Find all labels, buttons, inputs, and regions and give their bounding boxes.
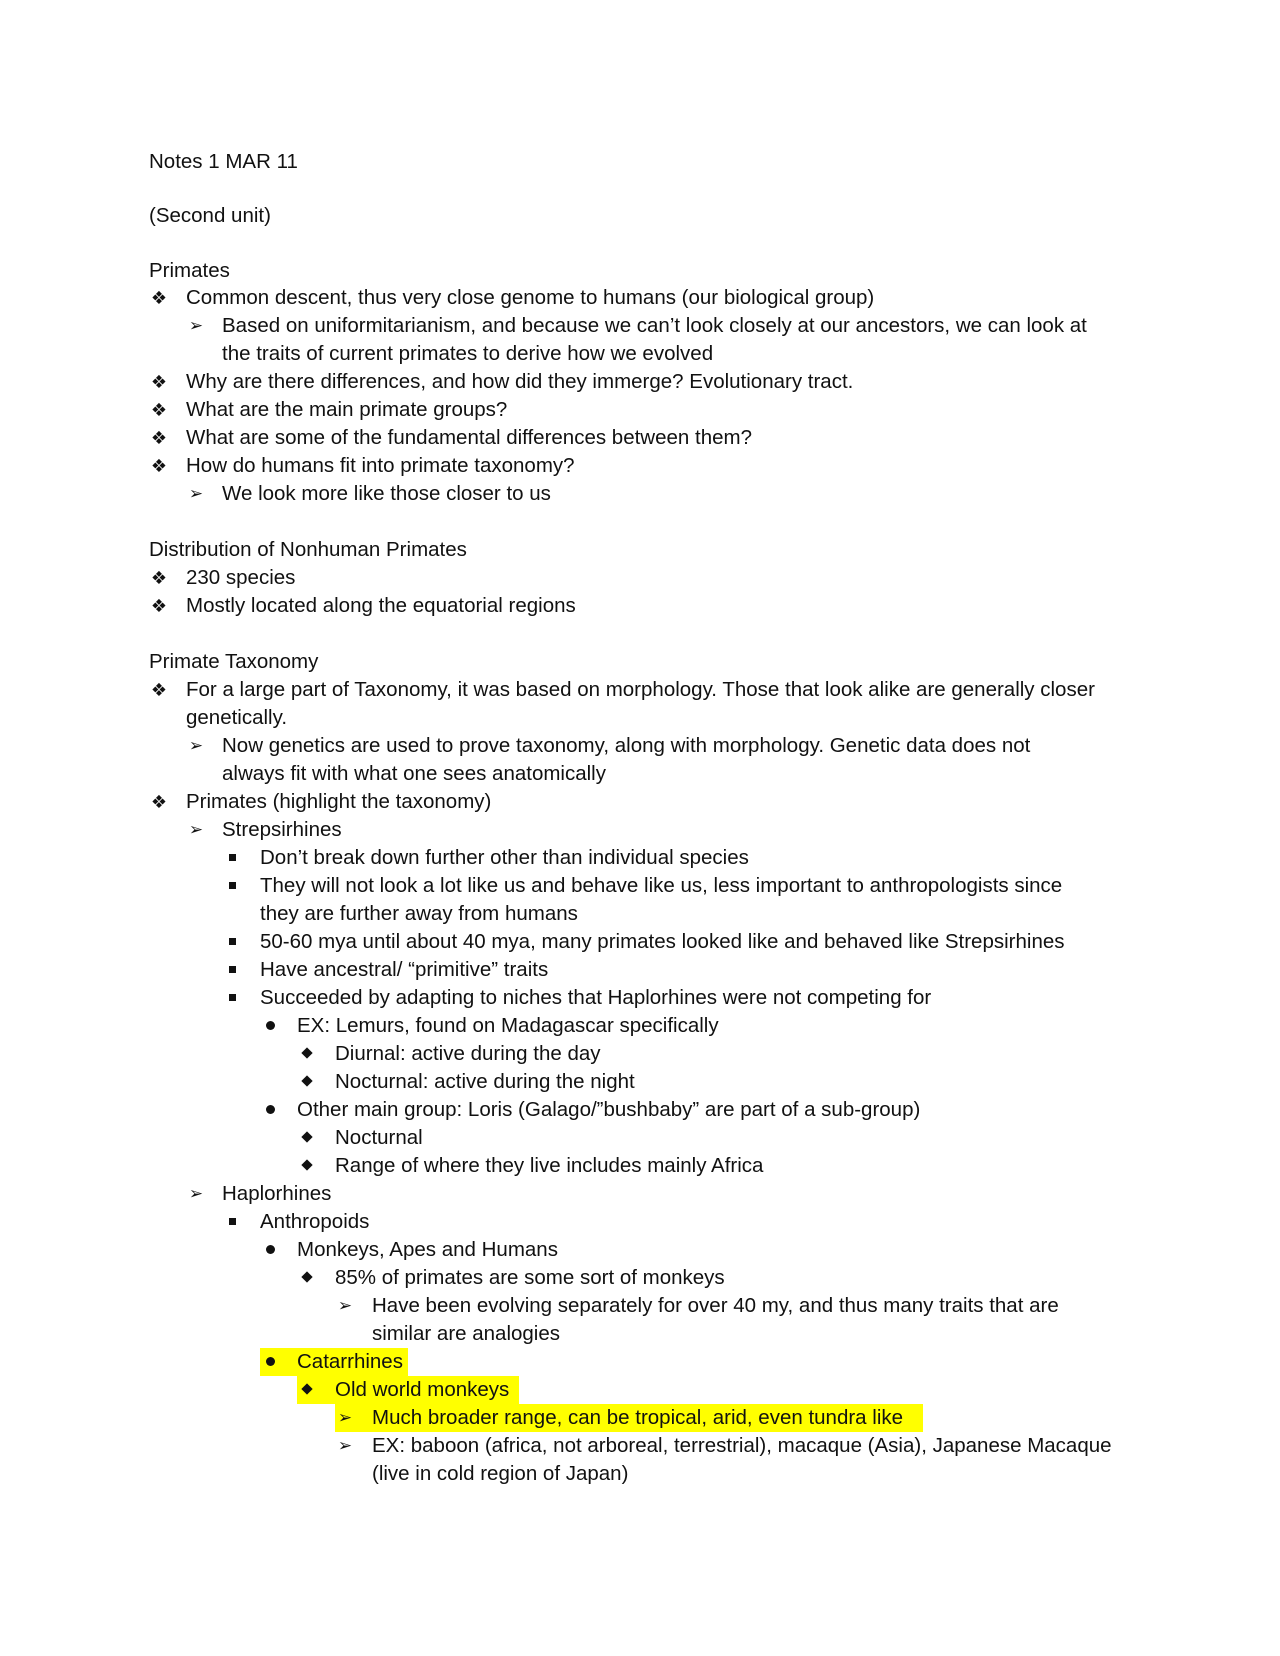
list-item: We look more like those closer to us [222,482,551,505]
page-title: Notes 1 MAR 11 [149,150,298,173]
clover-bullet-icon: ❖ [150,792,168,812]
list-item: EX: baboon (africa, not arboreal, terrestrial), macaque (Asia), Japanese Macaque [372,1434,1112,1457]
list-item: Why are there differences, and how did they immerge? Evolutionary tract. [186,370,854,393]
list-item-text: Much broader range, can be tropical, arid, even tundra like [372,1406,904,1429]
clover-bullet-icon: ❖ [150,428,168,448]
list-item: Have been evolving separately for over 40 my, and thus many traits that are [372,1294,1059,1317]
list-item: Range of where they live includes mainly Africa [335,1154,764,1177]
clover-bullet-icon: ❖ [150,680,168,700]
square-bullet-icon [222,1208,242,1236]
list-item: Don’t break down further other than individual species [260,846,749,869]
list-item: Primates (highlight the taxonomy) [186,790,492,813]
dot-bullet-icon [260,1348,280,1376]
highlighted-list-item [335,1404,923,1432]
list-item: Succeeded by adapting to niches that Haplorhines were not competing for [260,986,932,1009]
dot-bullet-icon [260,1096,280,1124]
section-heading-primates: Primates [149,259,230,282]
list-item: How do humans fit into primate taxonomy? [186,454,575,477]
arrow-bullet-icon: ➢ [188,736,204,755]
clover-bullet-icon: ❖ [150,400,168,420]
section-heading-taxonomy: Primate Taxonomy [149,650,319,673]
square-bullet-icon [222,928,242,956]
list-item: They will not look a lot like us and behave like us, less important to anthropologists since [260,874,1063,897]
arrow-bullet-icon: ➢ [188,1184,204,1203]
list-item-text: Catarrhines [297,1350,403,1373]
list-item: Nocturnal: active during the night [335,1070,635,1093]
list-item: EX: Lemurs, found on Madagascar specifically [297,1014,719,1037]
list-item: Anthropoids [260,1210,370,1233]
list-item-continuation: they are further away from humans [260,902,578,925]
dot-bullet-icon [260,1236,280,1264]
list-item: Mostly located along the equatorial regions [186,594,576,617]
list-item: Now genetics are used to prove taxonomy, along with morphology. Genetic data does not [222,734,1031,757]
list-item-continuation: always fit with what one sees anatomically [222,762,606,785]
clover-bullet-icon: ❖ [150,596,168,616]
arrow-bullet-icon: ➢ [337,1296,353,1315]
list-item: Nocturnal [335,1126,423,1149]
list-item-continuation: similar are analogies [372,1322,561,1345]
list-item: 50-60 mya until about 40 mya, many primates looked like and behaved like Strepsirhines [260,930,1065,953]
diamond-bullet-icon [297,1376,317,1404]
arrow-bullet-icon: ➢ [188,484,204,503]
square-bullet-icon [222,984,242,1012]
list-item: Have ancestral/ “primitive” traits [260,958,549,981]
clover-bullet-icon: ❖ [150,288,168,308]
square-bullet-icon [222,872,242,900]
list-item-text: Old world monkeys [335,1378,510,1401]
list-item: 230 species [186,566,296,589]
list-item: 85% of primates are some sort of monkeys [335,1266,725,1289]
square-bullet-icon [222,844,242,872]
section-heading-distribution: Distribution of Nonhuman Primates [149,538,467,561]
diamond-bullet-icon [297,1152,317,1180]
clover-bullet-icon: ❖ [150,372,168,392]
diamond-bullet-icon [297,1124,317,1152]
arrow-bullet-icon: ➢ [337,1436,353,1455]
diamond-bullet-icon [297,1040,317,1068]
diamond-bullet-icon [297,1068,317,1096]
square-bullet-icon [222,956,242,984]
highlighted-list-item [297,1376,519,1404]
clover-bullet-icon: ❖ [150,568,168,588]
arrow-bullet-icon: ➢ [337,1408,353,1427]
dot-bullet-icon [260,1012,280,1040]
arrow-bullet-icon: ➢ [188,820,204,839]
highlighted-list-item [260,1348,408,1376]
list-item: Other main group: Loris (Galago/”bushbaby” are part of a sub-group) [297,1098,921,1121]
list-item: Diurnal: active during the day [335,1042,601,1065]
page-subtitle: (Second unit) [149,204,271,227]
arrow-bullet-icon: ➢ [188,316,204,335]
list-item: For a large part of Taxonomy, it was based on morphology. Those that look alike are generally closer [186,678,1095,701]
list-item-continuation: (live in cold region of Japan) [372,1462,629,1485]
clover-bullet-icon: ❖ [150,456,168,476]
list-item-continuation: the traits of current primates to derive how we evolved [222,342,714,365]
list-item: Based on uniformitarianism, and because we can’t look closely at our ancestors, we can look at [222,314,1087,337]
list-item: What are the main primate groups? [186,398,508,421]
diamond-bullet-icon [297,1264,317,1292]
list-item-continuation: genetically. [186,706,288,729]
list-item: Strepsirhines [222,818,342,841]
list-item: Monkeys, Apes and Humans [297,1238,558,1261]
list-item: What are some of the fundamental differences between them? [186,426,752,449]
list-item: Haplorhines [222,1182,332,1205]
list-item: Common descent, thus very close genome to humans (our biological group) [186,286,875,309]
